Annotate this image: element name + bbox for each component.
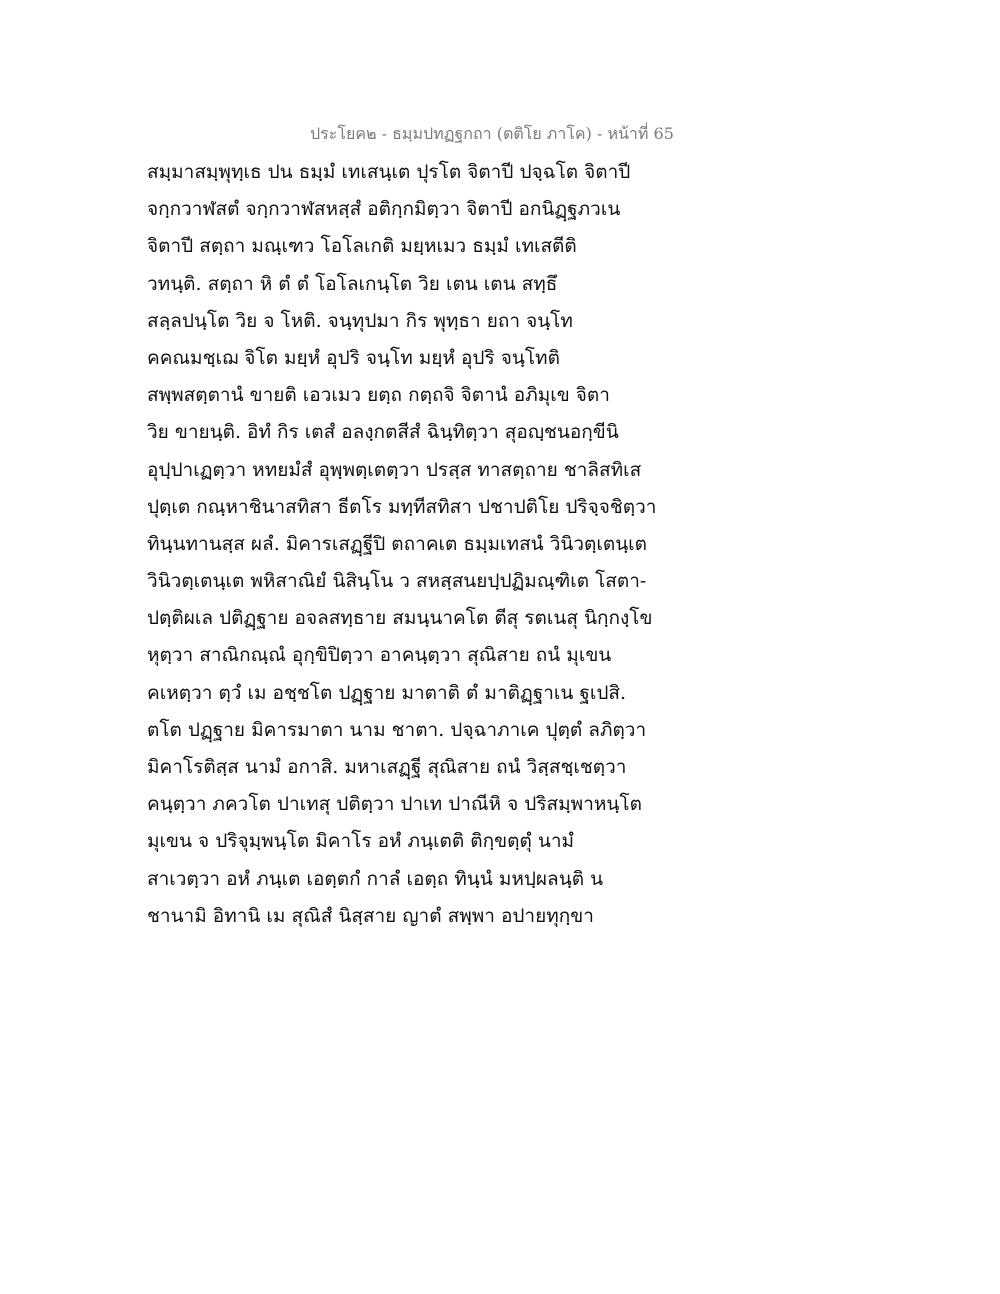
text-line: วิย ขายนฺติ. อิทํ กิร เตสํ อลงฺกตสีสํ ฉินฺทิตฺวา สุอญฺชนอกฺขีนิ <box>147 421 619 444</box>
body-text <box>147 160 727 941</box>
text-line: คคณมชฺเฌ จิโต มยฺหํ อุปริ จนฺโท มยฺหํ อุปริ จนฺโทติ <box>147 346 560 369</box>
text-line: ปุตฺเต กณฺหาชินาสทิสา ธีตโร มทฺทีสทิสา ปชาปติโย ปริจฺจชิตฺวา <box>147 495 657 518</box>
text-line: ตโต ปฏฺฐาย มิคารมาตา นาม ชาตา. ปจฺฉาภาเค ปุตฺตํ ลภิตฺวา <box>147 718 647 741</box>
text-line: คนฺตฺวา ภควโต ปาเทสุ ปติตฺวา ปาเท ปาณีหิ จ ปริสมฺพาหนฺโต <box>147 793 642 816</box>
text-line: ปตฺติผเล ปติฏฺฐาย อจลสทฺธาย สมนฺนาคโต ตีสุ รตเนสุ นิกฺกงฺโข <box>147 607 653 630</box>
text-line: สพฺพสตฺตานํ ขายติ เอวเมว ยตฺถ กตฺถจิ จิตานํ อภิมุเข จิตา <box>147 384 610 407</box>
text-line: คเหตฺวา ตฺวํ เม อชฺชโต ปฏฺฐาย มาตาติ ตํ มาติฏฺฐาเน ฐเปสิ. <box>147 681 627 704</box>
text-line: ชานามิ อิทานิ เม สุณิสํ นิสฺสาย ญาตํ สพฺพา อปายทุกฺขา <box>147 904 594 927</box>
text-line: มุเขน จ ปริจุมฺพนฺโต มิคาโร อหํ ภนฺเตติ ติกฺขตฺตุํ นามํ <box>147 830 575 853</box>
text-line: ทินฺนทานสฺส ผลํ. มิคารเสฏฺฐีปิ ตถาคเต ธมฺมเทสนํ วินิวตฺเตนฺเต <box>147 532 648 555</box>
text-line: สลฺลปนฺโต วิย จ โหติ. จนฺทุปมา กิร พุทฺธา ยถา จนฺโท <box>147 309 573 332</box>
text-line: วทนฺติ. สตฺถา หิ ตํ ตํ โอโลเกนฺโต วิย เตน เตน สทฺธึ <box>147 272 558 295</box>
text-line: วินิวตฺเตนฺเต พหิสาณิยํ นิสินฺโน ว สหสฺสนยปฺปฏิมณฺฑิเต โสตา- <box>147 570 647 593</box>
text-line: มิคาโรติสฺส นามํ อกาสิ. มหาเสฏฺฐี สุณิสาย ถนํ วิสฺสชฺเชตฺวา <box>147 756 627 778</box>
text-line: หุตฺวา สาณิกณฺณํ อุกฺขิปิตฺวา อาคนฺตฺวา สุณิสาย ถนํ มุเขน <box>147 644 612 667</box>
text-line: สาเวตฺวา อหํ ภนฺเต เอตฺตกํ กาลํ เอตฺถ ทินฺนํ มหปฺผลนฺติ น <box>147 867 604 890</box>
text-line: จิตาปี สตฺถา มณฺเฑว โอโลเกติ มยฺหเมว ธมฺมํ เทเสตีติ <box>147 235 577 258</box>
text-line: อุปฺปาเฏตฺวา หทยมํสํ อุพฺพตฺเตตฺวา ปรสฺส ทาสตฺถาย ชาลิสทิเส <box>147 458 642 481</box>
running-header: ประโยค๒ - ธมฺมปทฏฐกถา (ตติโย ภาโค) - หน้าที่ 65 <box>310 124 674 143</box>
text-line: สมฺมาสมฺพุทฺเธ ปน ธมฺมํ เทเสนฺเต ปุรโต จิตาปี ปจฺฉโต จิตาปี <box>147 161 631 183</box>
text-line: จกฺกวาฬสตํ จกฺกวาฬสหสฺสํ อติกฺกมิตฺวา จิตาปี อกนิฏฺฐภวเน <box>147 198 621 221</box>
